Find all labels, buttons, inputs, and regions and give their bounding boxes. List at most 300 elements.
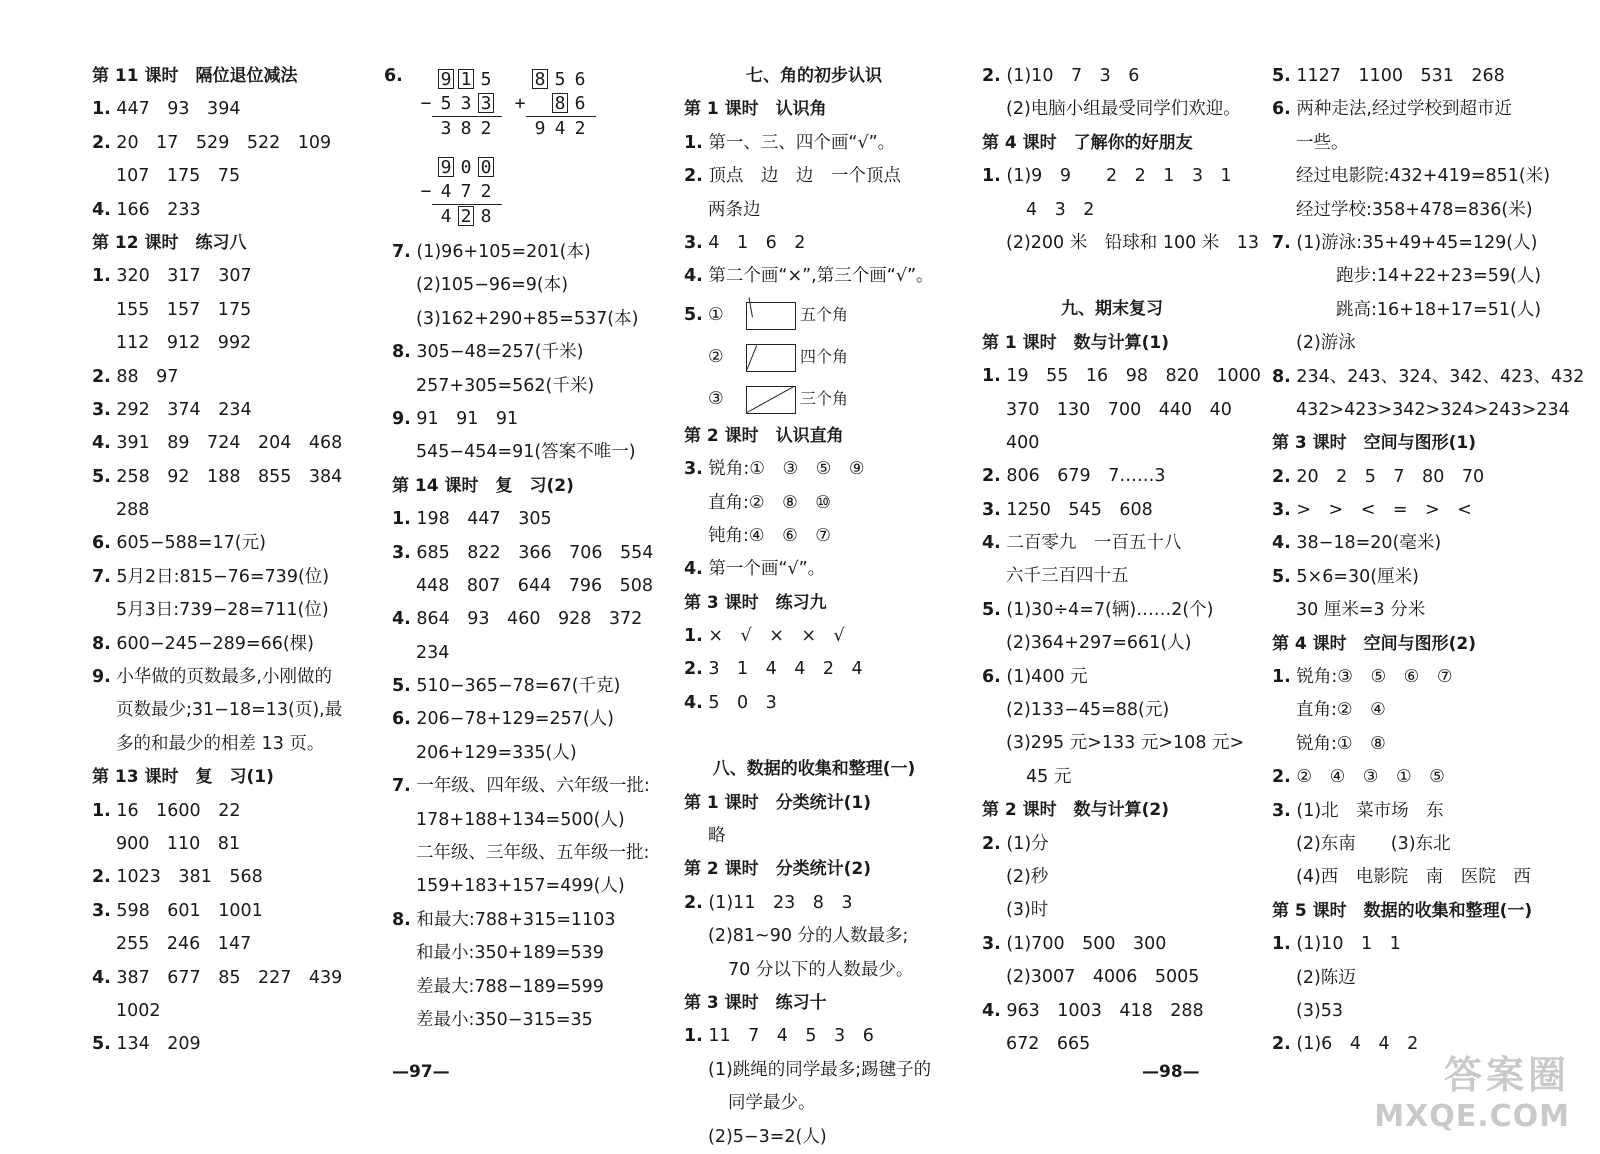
answer-line bbox=[92, 394, 372, 427]
cut-line bbox=[749, 297, 753, 317]
section-spacer bbox=[982, 260, 1262, 293]
question-number: 2. bbox=[1272, 1034, 1291, 1055]
digit: 3 bbox=[460, 93, 472, 114]
answer-continuation: 经过学校:358+478=836(米) bbox=[1296, 199, 1533, 220]
answer-text: 5月2日:815−76=739(位) bbox=[110, 566, 330, 587]
answer-line bbox=[1272, 661, 1572, 694]
answer-line bbox=[392, 904, 662, 937]
lesson-heading: 第 14 课时 复 习(2) bbox=[392, 475, 574, 496]
cut-rectangle-figure bbox=[746, 344, 796, 372]
answer-continuation: (3)53 bbox=[1296, 1000, 1344, 1021]
figure-marker: ① bbox=[708, 304, 724, 325]
question-number: 1. bbox=[684, 1026, 703, 1047]
answer-line bbox=[1272, 561, 1572, 594]
answer-text: 20 17 529 522 109 bbox=[110, 132, 332, 153]
filled-digit-box: 3 bbox=[478, 93, 494, 113]
answer-line bbox=[1272, 795, 1572, 828]
question-number: 4. bbox=[982, 533, 1001, 554]
answer-line bbox=[684, 1020, 964, 1053]
digit: 2 bbox=[480, 181, 492, 202]
answer-continuation: 跑步:14+22+23=59(人) bbox=[1336, 266, 1542, 287]
answer-line bbox=[92, 962, 372, 995]
answer-text: 292 374 234 bbox=[110, 399, 252, 420]
question-number: 2. bbox=[982, 66, 1001, 86]
answer-line bbox=[92, 1028, 372, 1061]
answer-line bbox=[982, 60, 1262, 93]
answer-text: 166 233 bbox=[110, 199, 201, 220]
question-number: 2. bbox=[684, 659, 703, 680]
answer-continuation: (2)秒 bbox=[1006, 866, 1049, 887]
answer-line bbox=[92, 861, 372, 894]
answer-continuation: 155 157 175 bbox=[116, 299, 252, 320]
filled-digit-box: 8 bbox=[552, 93, 568, 113]
answer-line bbox=[1272, 761, 1572, 794]
cut-rectangle-figure bbox=[746, 302, 796, 330]
lesson-heading: 第 2 课时 分类统计(2) bbox=[684, 859, 872, 880]
answer-text: 598 601 1001 bbox=[110, 900, 263, 921]
answer-text: × √ × × √ bbox=[702, 626, 845, 647]
answer-text: 234、243、324、342、423、432 bbox=[1290, 366, 1585, 387]
arith-row-result bbox=[512, 117, 596, 141]
page-number-right: —98— bbox=[1142, 1062, 1200, 1082]
operator-sign: − bbox=[420, 93, 432, 114]
question-number: 1. bbox=[92, 266, 111, 287]
answer-line bbox=[92, 194, 372, 227]
answer-continuation: 45 元 bbox=[1026, 766, 1072, 787]
question-number: 3. bbox=[684, 459, 703, 480]
question-number: 2. bbox=[982, 833, 1001, 854]
question-number: 5. bbox=[684, 304, 703, 325]
answer-continuation: (2)5−3=2(人) bbox=[708, 1126, 827, 1147]
lesson-heading: 第 1 课时 认识角 bbox=[684, 99, 827, 120]
answer-line bbox=[92, 127, 372, 160]
answer-line bbox=[982, 828, 1262, 861]
digit: 8 bbox=[480, 206, 492, 227]
digit: 8 bbox=[460, 118, 472, 139]
answer-text: 1023 381 568 bbox=[110, 867, 263, 888]
answer-continuation: 5月3日:739−28=711(位) bbox=[116, 600, 329, 621]
digit: 3 bbox=[440, 118, 452, 139]
answer-text: 锐角:① ③ ⑤ ⑨ bbox=[702, 459, 865, 480]
answer-continuation: 锐角:① ⑧ bbox=[1296, 733, 1386, 754]
answer-text: 198 447 305 bbox=[410, 509, 552, 530]
answer-line bbox=[982, 494, 1262, 527]
vertical-arithmetic-block bbox=[384, 60, 662, 236]
digit: 2 bbox=[574, 118, 586, 139]
filled-digit-box: 9 bbox=[438, 157, 454, 177]
answer-text: 864 93 460 928 372 bbox=[410, 609, 643, 630]
question-number: 1. bbox=[92, 800, 111, 821]
question-number: 1. bbox=[392, 509, 411, 530]
page-number-left: —97— bbox=[392, 1062, 450, 1082]
answer-continuation: 页数最少;31−18=13(页),最 bbox=[116, 700, 343, 721]
answer-column-3 bbox=[684, 60, 964, 1154]
lesson-heading: 第 2 课时 数与计算(2) bbox=[982, 800, 1170, 821]
lesson-heading: 第 5 课时 数据的收集和整理(一) bbox=[1272, 900, 1533, 921]
operator-sign: − bbox=[420, 181, 432, 202]
answer-line bbox=[982, 594, 1262, 627]
answer-line bbox=[684, 260, 964, 293]
answer-text: ② ④ ③ ① ⑤ bbox=[1290, 767, 1445, 788]
answer-text: (1)游泳:35+49+45=129(人) bbox=[1290, 232, 1538, 253]
answer-line bbox=[392, 670, 662, 703]
lesson-heading: 第 12 课时 练习八 bbox=[92, 232, 247, 253]
answer-text: 305−48=257(千米) bbox=[410, 342, 584, 363]
question-number: 5. bbox=[92, 1034, 111, 1055]
question-number: 4. bbox=[92, 199, 111, 220]
answer-text: 一年级、四年级、六年级一批: bbox=[410, 776, 650, 797]
lesson-heading: 第 4 课时 了解你的好朋友 bbox=[982, 132, 1193, 153]
question-number: 7. bbox=[1272, 232, 1291, 253]
answer-continuation: 288 bbox=[116, 500, 150, 521]
answer-line bbox=[982, 928, 1262, 961]
question-number: 3. bbox=[982, 499, 1001, 520]
answer-text: 88 97 bbox=[110, 366, 179, 387]
answer-continuation: 545−454=91(答案不唯一) bbox=[416, 442, 636, 463]
question-number: 3. bbox=[92, 900, 111, 921]
digit: 5 bbox=[554, 69, 566, 90]
answer-text: 3 1 4 4 2 4 bbox=[702, 659, 863, 680]
answer-line bbox=[92, 93, 372, 126]
arith-row-operand bbox=[418, 92, 502, 116]
watermark-logo-text: 答案圈 bbox=[1443, 1053, 1570, 1097]
lesson-heading: 第 2 课时 认识直角 bbox=[684, 425, 844, 446]
question-number: 2. bbox=[684, 166, 703, 187]
question-number: 2. bbox=[982, 466, 1001, 487]
answer-continuation: 一些。 bbox=[1296, 132, 1349, 153]
answer-text: (1)11 23 8 3 bbox=[702, 892, 853, 913]
answer-text: 顶点 边 边 一个顶点 bbox=[702, 166, 901, 187]
unit-title: 七、角的初步认识 bbox=[746, 66, 882, 86]
question-number: 3. bbox=[92, 399, 111, 420]
answer-continuation: 112 912 992 bbox=[116, 333, 252, 354]
lesson-heading: 第 13 课时 复 习(1) bbox=[92, 767, 274, 788]
answer-line bbox=[684, 453, 964, 486]
question-number: 1. bbox=[1272, 934, 1291, 955]
answer-continuation: 234 bbox=[416, 642, 450, 663]
question-number: 4. bbox=[684, 559, 703, 580]
vertical-subtraction-1 bbox=[418, 68, 502, 141]
answer-line bbox=[392, 770, 662, 803]
vertical-addition bbox=[512, 68, 596, 141]
answer-continuation: 差最大:788−189=599 bbox=[416, 976, 604, 997]
answer-line bbox=[982, 160, 1262, 193]
question-number: 2. bbox=[684, 892, 703, 913]
question-number: 4. bbox=[92, 433, 111, 454]
answer-text: 20 2 5 7 80 70 bbox=[1290, 466, 1485, 487]
answer-text: 510−365−78=67(千克) bbox=[410, 676, 621, 697]
question-number: 6. bbox=[392, 709, 411, 730]
answer-line bbox=[1272, 494, 1572, 527]
figure-marker: ③ bbox=[708, 388, 724, 409]
unit-title: 八、数据的收集和整理(一) bbox=[712, 759, 916, 780]
digit: 4 bbox=[554, 118, 566, 139]
lesson-heading: 第 4 课时 空间与图形(2) bbox=[1272, 633, 1477, 654]
watermark-url: MXQE.COM bbox=[1374, 1099, 1570, 1134]
question-number: 5. bbox=[392, 676, 411, 697]
figure-marker: ② bbox=[708, 346, 724, 367]
answer-continuation: 差最小:350−315=35 bbox=[416, 1009, 593, 1030]
answer-continuation: 经过电影院:432+419=851(米) bbox=[1296, 166, 1551, 187]
lesson-heading: 第 1 课时 分类统计(1) bbox=[684, 792, 872, 813]
answer-line bbox=[1272, 227, 1572, 260]
answer-text: 19 55 16 98 820 1000 bbox=[1000, 366, 1261, 387]
answer-line bbox=[392, 503, 662, 536]
answer-line bbox=[684, 227, 964, 260]
answer-text: 第一个画“√”。 bbox=[702, 559, 826, 580]
answer-line bbox=[982, 460, 1262, 493]
filled-digit-box: 9 bbox=[438, 69, 454, 89]
answer-text: 16 1600 22 bbox=[110, 800, 241, 821]
answer-line bbox=[92, 795, 372, 828]
question-number: 4. bbox=[1272, 533, 1291, 554]
arith-row-result bbox=[418, 117, 502, 141]
question-number: 2. bbox=[92, 132, 111, 153]
answer-text: (1)9 9 2 2 1 3 1 bbox=[1000, 166, 1232, 187]
answer-continuation: (2)东南 (3)东北 bbox=[1296, 833, 1451, 854]
question-number: 1. bbox=[1272, 667, 1291, 688]
answer-line bbox=[392, 603, 662, 636]
answer-continuation: 4 3 2 bbox=[1026, 199, 1095, 220]
answer-text: 447 93 394 bbox=[110, 99, 241, 120]
answer-line bbox=[392, 537, 662, 570]
answer-continuation: 二年级、三年级、五年级一批: bbox=[416, 843, 650, 864]
answer-text: 206−78+129=257(人) bbox=[410, 709, 615, 730]
answer-text: 锐角:③ ⑤ ⑥ ⑦ bbox=[1290, 667, 1453, 688]
answer-line bbox=[392, 336, 662, 369]
question-number: 2. bbox=[1272, 466, 1291, 487]
cut-line bbox=[747, 386, 795, 413]
question-number: 1. bbox=[684, 132, 703, 153]
answer-text: > > < = > < bbox=[1290, 500, 1472, 521]
lesson-heading: 第 11 课时 隔位退位减法 bbox=[92, 66, 298, 86]
question-number: 6. bbox=[982, 666, 1001, 687]
answer-continuation: (3)162+290+85=537(本) bbox=[416, 308, 639, 329]
answer-line bbox=[684, 653, 964, 686]
answer-text: 134 209 bbox=[110, 1034, 201, 1055]
answer-text: 600−245−289=66(棵) bbox=[110, 633, 315, 654]
question-number: 8. bbox=[92, 633, 111, 654]
question-number: 6. bbox=[1272, 99, 1291, 120]
digit: 9 bbox=[534, 118, 546, 139]
question-number: 9. bbox=[92, 667, 111, 688]
answer-line bbox=[392, 703, 662, 736]
answer-continuation: 直角:② ④ bbox=[1296, 700, 1386, 721]
cut-line bbox=[747, 345, 758, 369]
answer-continuation: (2)陈迈 bbox=[1296, 967, 1356, 988]
answer-continuation: (2)3007 4006 5005 bbox=[1006, 967, 1200, 988]
arith-row-operand bbox=[418, 180, 502, 204]
lesson-heading: 第 1 课时 数与计算(1) bbox=[982, 332, 1170, 353]
answer-continuation: 同学最少。 bbox=[728, 1093, 816, 1114]
question-number: 5. bbox=[1272, 566, 1291, 587]
answer-line bbox=[684, 160, 964, 193]
answer-continuation: 257+305=562(千米) bbox=[416, 375, 595, 396]
answer-text: (1)30÷4=7(辆)……2(个) bbox=[1000, 599, 1214, 620]
answer-line bbox=[684, 127, 964, 160]
answer-continuation: 178+188+134=500(人) bbox=[416, 809, 625, 830]
answer-text: (1)10 7 3 6 bbox=[1000, 66, 1140, 86]
answer-text: 320 317 307 bbox=[110, 266, 252, 287]
answer-line bbox=[1272, 461, 1572, 494]
question-number: 4. bbox=[392, 609, 411, 630]
answer-text: 第一、三、四个画“√”。 bbox=[702, 132, 896, 153]
digit: 5 bbox=[480, 69, 492, 90]
answer-line bbox=[1272, 60, 1572, 93]
answer-continuation: 370 130 700 440 40 bbox=[1006, 399, 1232, 420]
answer-continuation: (1)跳绳的同学最多;踢毽子的 bbox=[708, 1059, 932, 1080]
answer-text: (1)400 元 bbox=[1000, 666, 1088, 687]
question-number: 3. bbox=[982, 933, 1001, 954]
answer-line bbox=[392, 236, 662, 269]
question-number: 3. bbox=[392, 542, 411, 563]
arith-row-result bbox=[418, 205, 502, 229]
answer-text: 4 1 6 2 bbox=[702, 232, 806, 253]
answer-text: 两种走法,经过学校到超市近 bbox=[1290, 99, 1512, 120]
answer-continuation: 直角:② ⑧ ⑩ bbox=[708, 492, 831, 513]
answer-text: (1)北 菜市场 东 bbox=[1290, 800, 1444, 821]
answer-line bbox=[1272, 928, 1572, 961]
unit-title: 九、期末复习 bbox=[1061, 299, 1163, 320]
answer-line bbox=[92, 427, 372, 460]
answer-text: 38−18=20(毫米) bbox=[1290, 533, 1442, 554]
answer-text: 258 92 188 855 384 bbox=[110, 466, 343, 487]
answer-line bbox=[684, 620, 964, 653]
answer-continuation: 107 175 75 bbox=[116, 166, 241, 187]
figure-label: 五个角 bbox=[800, 304, 849, 324]
answer-continuation: 和最小:350+189=539 bbox=[416, 943, 604, 964]
arith-row-top bbox=[418, 156, 502, 180]
answer-continuation: 钝角:④ ⑥ ⑦ bbox=[708, 525, 831, 546]
answer-text: (1)700 500 300 bbox=[1000, 933, 1167, 954]
figure-label: 三个角 bbox=[800, 388, 849, 408]
answer-text: 605−588=17(元) bbox=[110, 533, 266, 554]
question-number: 4. bbox=[684, 692, 703, 713]
answer-text: 5×6=30(厘米) bbox=[1290, 566, 1419, 587]
answer-continuation: 432>423>342>324>243>234 bbox=[1296, 399, 1570, 420]
answer-text: 二百零九 一百五十八 bbox=[1000, 533, 1182, 554]
digit: 0 bbox=[460, 157, 472, 178]
answer-line bbox=[92, 628, 372, 661]
answer-text: 806 679 7……3 bbox=[1000, 466, 1166, 487]
question-number: 8. bbox=[392, 909, 411, 930]
angle-figure-line bbox=[684, 336, 964, 378]
answer-line bbox=[1272, 361, 1585, 394]
question-number: 1. bbox=[982, 366, 1001, 387]
digit: 4 bbox=[440, 206, 452, 227]
question-number: 2. bbox=[92, 867, 111, 888]
answer-text: 1250 545 608 bbox=[1000, 499, 1153, 520]
answer-continuation: 略 bbox=[708, 826, 726, 847]
answer-continuation: 159+183+157=499(人) bbox=[416, 876, 625, 897]
answer-column-1 bbox=[92, 60, 372, 1062]
question-number: 1. bbox=[982, 166, 1001, 187]
question-number: 5. bbox=[92, 466, 111, 487]
filled-digit-box: 8 bbox=[532, 69, 548, 89]
answer-line bbox=[982, 360, 1262, 393]
answer-continuation: (2)105−96=9(本) bbox=[416, 275, 569, 296]
answer-continuation: (3)时 bbox=[1006, 900, 1049, 921]
answer-column-2 bbox=[384, 60, 662, 1082]
question-number: 5. bbox=[982, 599, 1001, 620]
answer-continuation: (3)295 元>133 元>108 元> bbox=[1006, 733, 1245, 754]
answer-continuation: 900 110 81 bbox=[116, 833, 241, 854]
answer-continuation: 六千三百四十五 bbox=[1006, 566, 1129, 587]
answer-continuation: 30 厘米=3 分米 bbox=[1296, 600, 1426, 621]
answer-line bbox=[92, 895, 372, 928]
answer-continuation: 1002 bbox=[116, 1000, 161, 1021]
angle-figure-line bbox=[684, 378, 964, 420]
answer-text: 91 91 91 bbox=[410, 408, 519, 429]
answer-line bbox=[92, 561, 372, 594]
question-number: 9. bbox=[392, 408, 411, 429]
answer-continuation: (2)电脑小组最受同学们欢迎。 bbox=[1006, 99, 1241, 120]
answer-continuation: (2)364+297=661(人) bbox=[1006, 633, 1192, 654]
filled-digit-box: 1 bbox=[458, 69, 474, 89]
cut-rectangle-figure bbox=[746, 386, 796, 414]
answer-text: 11 7 4 5 3 6 bbox=[702, 1026, 874, 1047]
answer-line bbox=[684, 553, 964, 586]
answer-continuation: 672 665 bbox=[1006, 1033, 1091, 1054]
question-number: 6. bbox=[384, 66, 403, 86]
answer-continuation: 多的和最少的相差 13 页。 bbox=[116, 733, 325, 754]
question-number: 2. bbox=[92, 366, 111, 387]
question-number: 1. bbox=[684, 626, 703, 647]
question-number: 4. bbox=[684, 266, 703, 287]
answer-continuation: 448 807 644 796 508 bbox=[416, 575, 654, 596]
operator-sign: + bbox=[514, 93, 526, 114]
answer-continuation: (2)200 米 铅球和 100 米 13 bbox=[1006, 232, 1260, 253]
question-number: 1. bbox=[92, 99, 111, 120]
question-number: 3. bbox=[1272, 800, 1291, 821]
answer-line bbox=[1272, 527, 1572, 560]
answer-text: 小华做的页数最多,小刚做的 bbox=[110, 667, 332, 688]
answer-continuation: 两条边 bbox=[708, 199, 761, 220]
answer-text: 第二个画“×”,第三个画“√”。 bbox=[702, 266, 934, 287]
answer-text: (1)10 1 1 bbox=[1290, 934, 1401, 955]
digit: 2 bbox=[480, 118, 492, 139]
arith-row-operand bbox=[512, 92, 596, 116]
question-number: 7. bbox=[92, 566, 111, 587]
angle-figure-line bbox=[684, 294, 964, 336]
question-number: 7. bbox=[392, 776, 411, 797]
lesson-heading: 第 3 课时 空间与图形(1) bbox=[1272, 433, 1477, 454]
digit: 6 bbox=[574, 93, 586, 114]
digit: 6 bbox=[574, 69, 586, 90]
answer-text: (1)96+105=201(本) bbox=[410, 242, 591, 262]
answer-text: 5 0 3 bbox=[702, 692, 777, 713]
arith-row-top bbox=[512, 68, 596, 92]
answer-continuation: 400 bbox=[1006, 432, 1040, 453]
answer-text: (1)分 bbox=[1000, 833, 1049, 854]
lesson-heading: 第 3 课时 练习十 bbox=[684, 992, 827, 1013]
digit: 5 bbox=[440, 93, 452, 114]
question-number: 4. bbox=[92, 967, 111, 988]
answer-continuation: 跳高:16+18+17=51(人) bbox=[1336, 299, 1542, 320]
answer-line bbox=[1272, 93, 1572, 126]
answer-line bbox=[982, 527, 1262, 560]
question-number: 8. bbox=[392, 342, 411, 363]
answer-continuation: 206+129=335(人) bbox=[416, 742, 577, 763]
answer-continuation: (2)游泳 bbox=[1296, 333, 1356, 354]
answer-text: 387 677 85 227 439 bbox=[110, 967, 343, 988]
answer-continuation: 70 分以下的人数最少。 bbox=[728, 959, 914, 980]
answer-line bbox=[92, 527, 372, 560]
answer-line bbox=[684, 687, 964, 720]
question-number: 3. bbox=[684, 232, 703, 253]
question-number: 7. bbox=[392, 242, 411, 262]
answer-line bbox=[92, 661, 372, 694]
